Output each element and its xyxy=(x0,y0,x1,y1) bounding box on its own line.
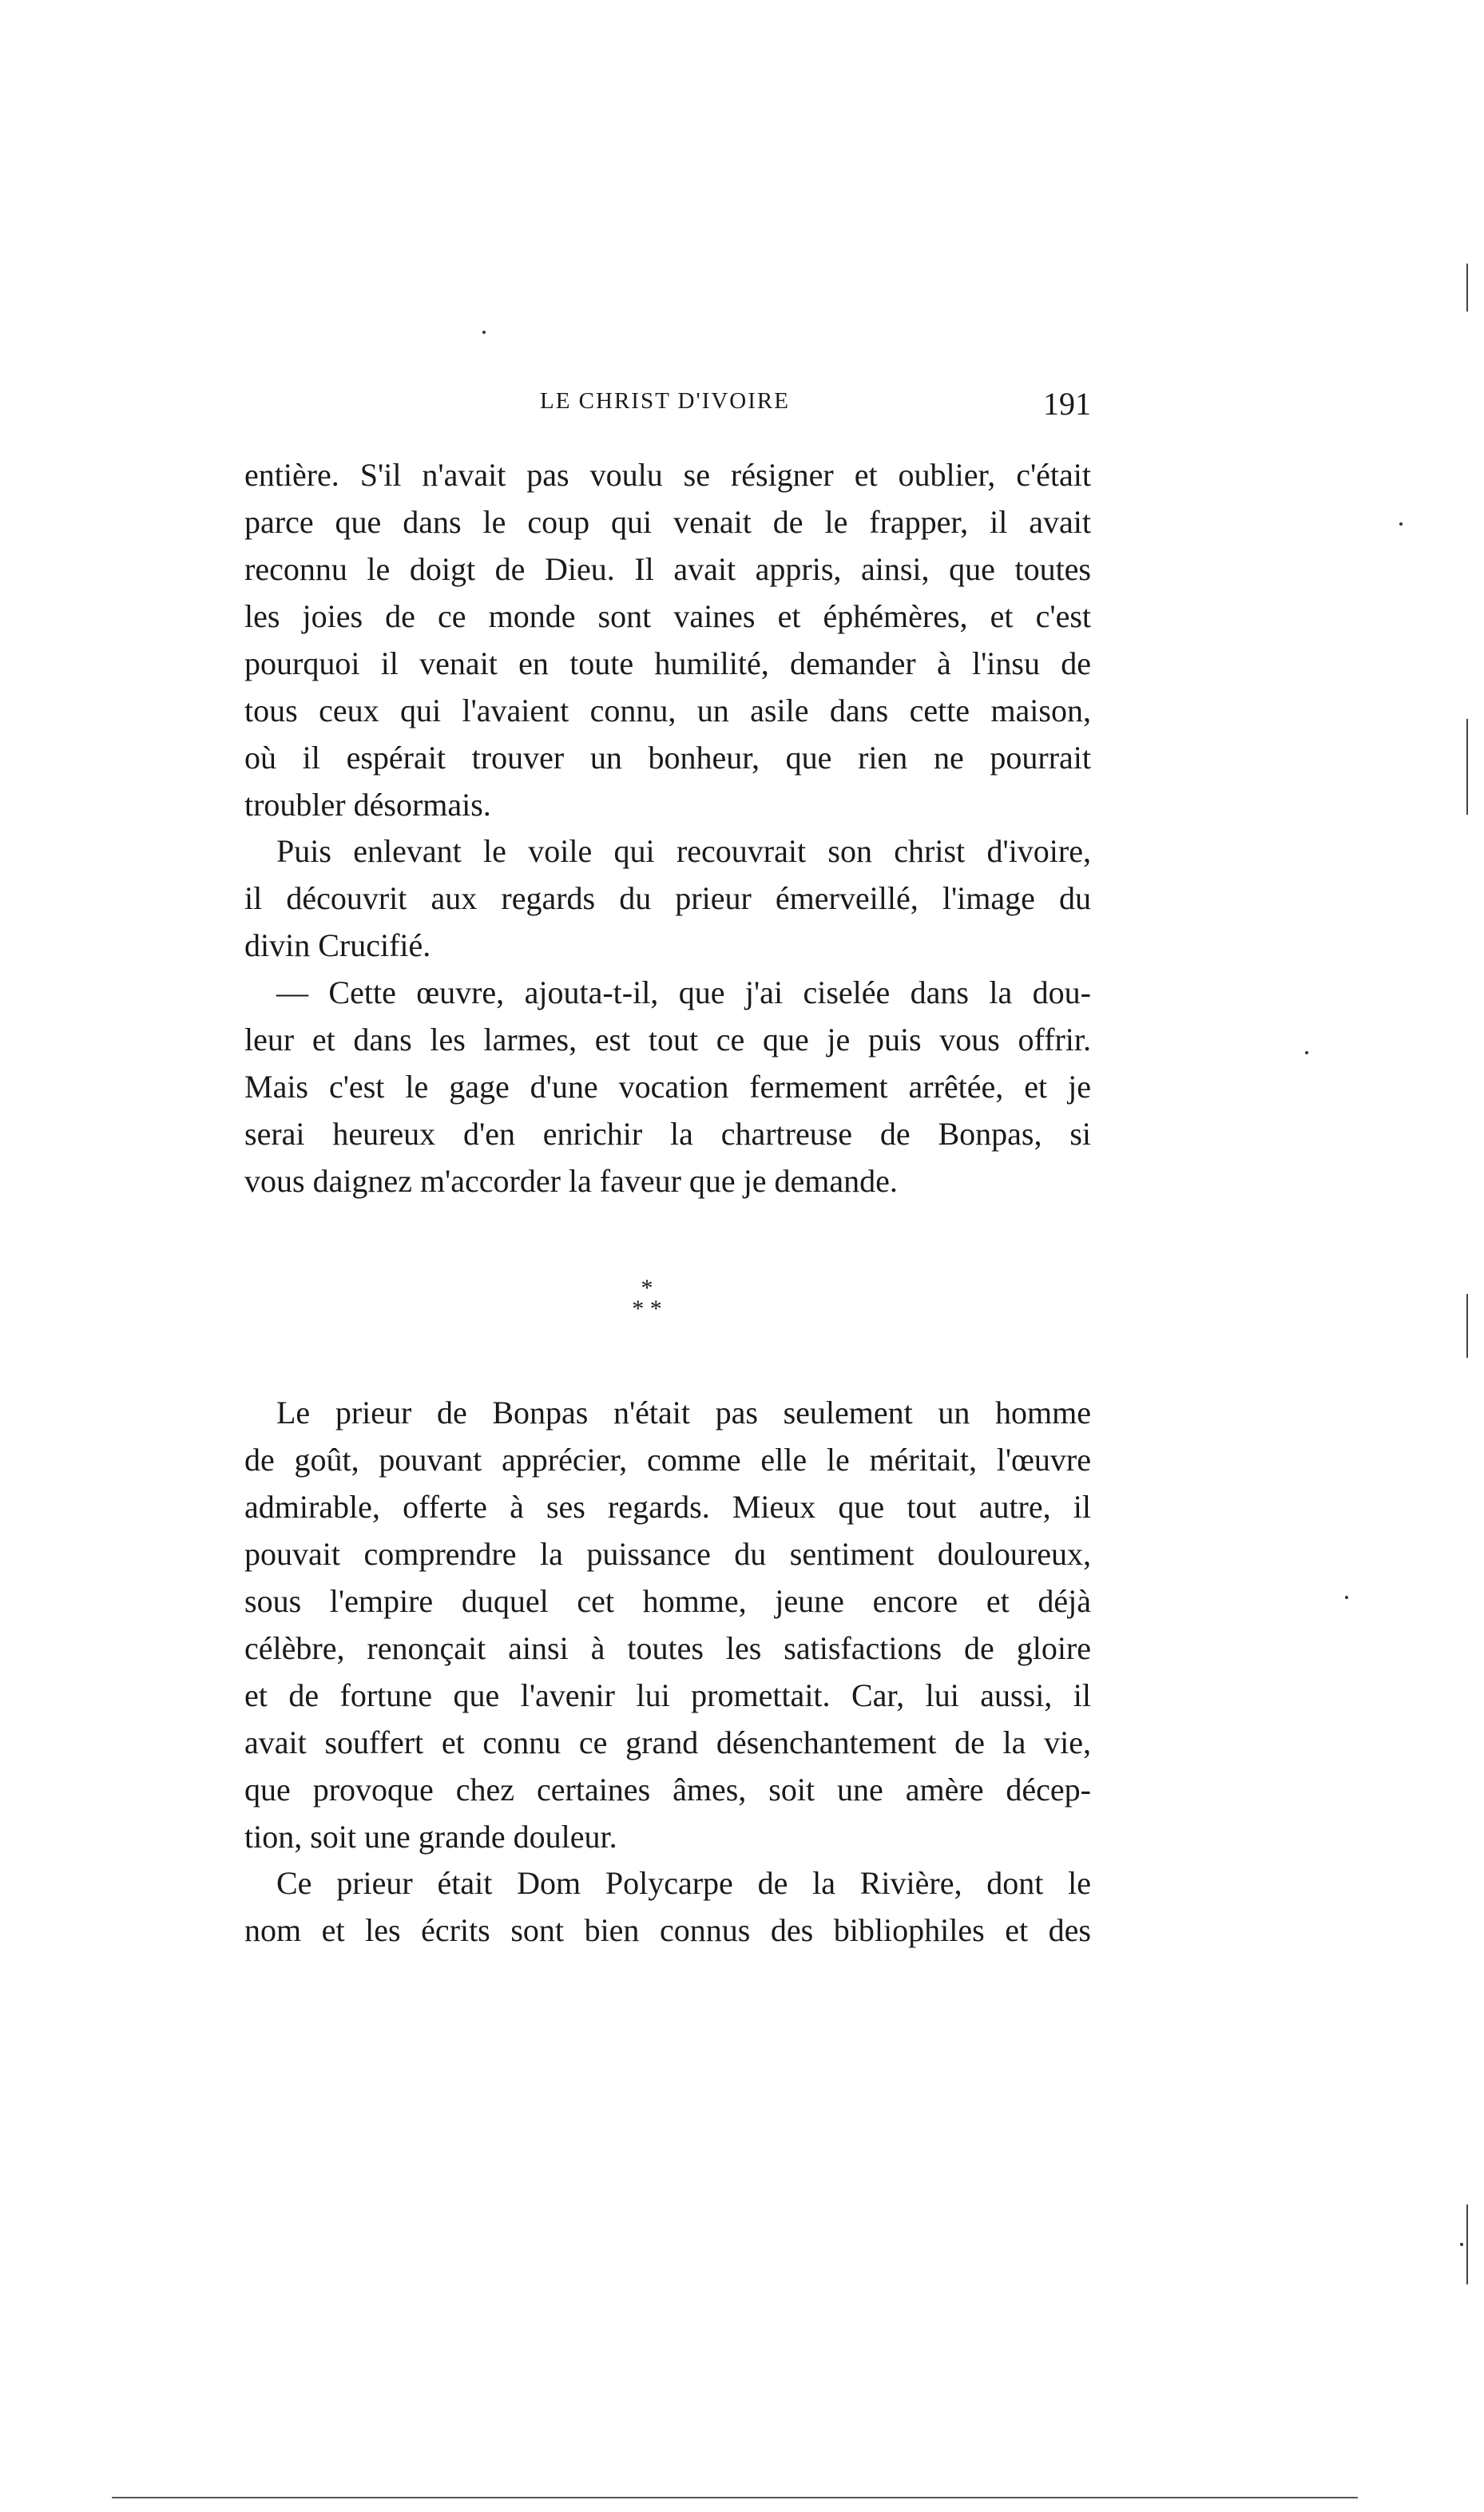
page-number: 191 xyxy=(1043,386,1091,422)
text-line: Mais c'est le gage d'une vocation fermement arrêtée, et je xyxy=(244,1069,1091,1105)
text-line: parce que dans le coup qui venait de le frapper, il avait xyxy=(244,504,1091,540)
text-line: Puis enlevant le voile qui recouvrait son christ d'ivoire, xyxy=(276,833,1091,869)
text-line: nom et les écrits sont bien connus des bibliophiles et des xyxy=(244,1912,1091,1948)
text-line: leur et dans les larmes, est tout ce que je puis vous offrir. xyxy=(244,1022,1091,1058)
scan-speck xyxy=(1399,522,1403,526)
text-line: pourquoi il venait en toute humilité, demander à l'insu de xyxy=(244,645,1091,681)
text-line: les joies de ce monde sont vaines et éphémères, et c'est xyxy=(244,598,1091,634)
text-line: de goût, pouvant apprécier, comme elle le méritait, l'œuvre xyxy=(244,1442,1091,1478)
text-line: que provoque chez certaines âmes, soit une amère décep- xyxy=(244,1772,1091,1808)
text-line: célèbre, renonçait ainsi à toutes les satisfactions de gloire xyxy=(244,1630,1091,1666)
scan-edge-mark xyxy=(1466,719,1468,815)
text-line: et de fortune que l'avenir lui promettait. Car, lui aussi, il xyxy=(244,1677,1091,1713)
running-title: LE CHRIST D'IVOIRE xyxy=(540,388,790,414)
section-separator xyxy=(623,1275,671,1322)
asterisk-top: * xyxy=(641,1275,653,1301)
scan-speck xyxy=(1460,2243,1463,2246)
text-line: tion, soit une grande douleur. xyxy=(244,1819,617,1855)
text-line: vous daignez m'accorder la faveur que je demande. xyxy=(244,1163,898,1199)
text-line: avait souffert et connu ce grand désenchantement de la vie, xyxy=(244,1724,1091,1760)
scan-speck xyxy=(482,331,486,334)
text-line: pouvait comprendre la puissance du sentiment douloureux, xyxy=(244,1536,1091,1572)
paragraph-continued xyxy=(244,451,1091,828)
scan-edge-mark xyxy=(1466,264,1468,312)
text-line: il découvrit aux regards du prieur émerveillé, l'image du xyxy=(244,880,1091,916)
text-line: serai heureux d'en enrichir la chartreuse de Bonpas, si xyxy=(244,1116,1091,1152)
text-line: Ce prieur était Dom Polycarpe de la Rivière, dont le xyxy=(276,1865,1091,1901)
text-line: tous ceux qui l'avaient connu, un asile dans cette maison, xyxy=(244,692,1091,728)
scan-speck xyxy=(1305,1051,1308,1054)
text-line: reconnu le doigt de Dieu. Il avait appris, ainsi, que toutes xyxy=(244,551,1091,587)
text-line: où il espérait trouver un bonheur, que rien ne pourrait xyxy=(244,740,1091,776)
text-line: sous l'empire duquel cet homme, jeune encore et déjà xyxy=(244,1583,1091,1619)
text-line: entière. S'il n'avait pas voulu se résigner et oublier, c'était xyxy=(244,457,1091,493)
asterisk-bottom: * * xyxy=(632,1296,662,1322)
paragraph-polycarpe xyxy=(244,1859,1091,1954)
text-line: troubler désormais. xyxy=(244,787,491,823)
text-line: divin Crucifié. xyxy=(244,927,431,963)
paragraph-veil xyxy=(244,827,1091,969)
scan-speck xyxy=(1345,1596,1348,1599)
text-line: admirable, offerte à ses regards. Mieux que tout autre, il xyxy=(244,1489,1091,1525)
paragraph-prior xyxy=(244,1389,1091,1860)
scan-edge-mark xyxy=(1466,1294,1468,1358)
scan-edge-mark xyxy=(1466,2204,1468,2284)
text-line: Le prieur de Bonpas n'était pas seulement un homme xyxy=(276,1395,1091,1431)
page-bottom-rule xyxy=(112,2497,1358,2498)
paragraph-dialogue xyxy=(244,969,1091,1204)
text-line: — Cette œuvre, ajouta-t-il, que j'ai ciselée dans la dou- xyxy=(276,974,1091,1010)
